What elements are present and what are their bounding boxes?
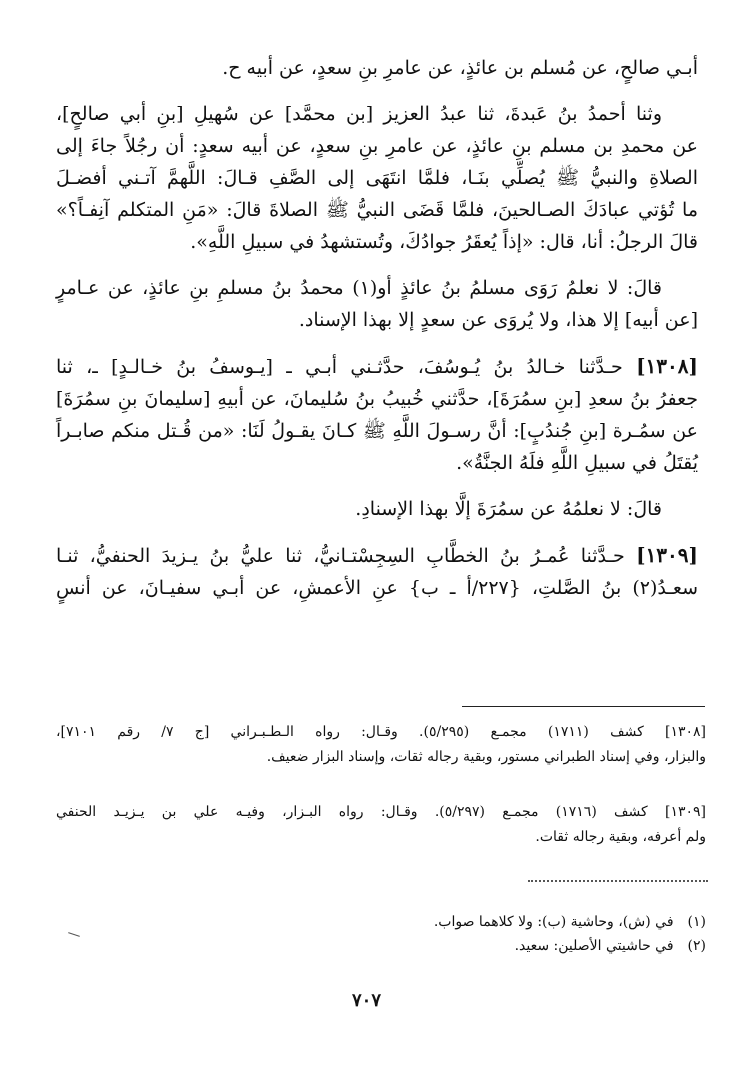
paragraph-isnad-continuation [56,52,698,84]
page-number: ٧٠٧ [351,990,381,1011]
hadith-number: [١٣٠٨] [636,354,698,378]
paragraph-hadith-saad [56,98,698,258]
text-line [56,350,698,383]
text-line: قالَ: لا نعلمُ رَوَى مسلمُ بنُ عائذٍ أو(١) محمدُ بنُ مسلمِ بنِ عائذٍ، عن عـامرٍ [56,277,663,299]
dotted-divider [528,880,708,882]
footnote-line: ولم أعرفه، وبقية رجاله ثقات. [535,829,706,845]
text-line: قالَ: لا نعلمُهُ عن سمُرَةَ إلَّا بهذا الإسنادِ. [355,498,662,520]
hadith-number: [١٣٠٩] [636,543,698,567]
text-line: الصلاةِ والنبيُّ ﷺ يُصلِّي بنَـا، فلمَّا انتَهَى إلى الصَّفِ قـالَ: اللَّهمَّ آتـني أفضـلَ [56,167,698,189]
paragraph-hadith-1308 [56,350,698,479]
footnote-divider [462,706,705,707]
footnote-1309 [56,800,706,850]
note-text: في (ش)، وحاشية (ب): ولا كلاهما صواب. [433,914,674,930]
footnote-line: والبزار، وفي إسناد الطبراني مستور، وبقية رجاله ثقات، وإسناد البزار ضعيف. [266,749,706,765]
text-line: يُقتَلُ في سبيلِ اللَّهِ فلَهُ الجنَّةُ». [456,452,698,474]
text-line: سعـدُ(٢) بنُ الصَّلتِ، {٢٢٧/أ ـ ب} عنِ الأعمشِ، عن أبـي سفيـانَ، عن أنسٍ [56,577,698,599]
paragraph-hadith-1309 [56,539,698,604]
text-line: جعفرُ بنُ سعدِ [بنِ سمُرَةَ]، حدَّثني خُبيبُ بنُ سُليمانَ، عن أبيهِ [سليمانَ بنِ سمُرَةَ] [56,388,698,410]
footnote-line: [١٣٠٨] كشف (١٧١١) مجمـع (٥/٢٩٥). وقـال: رواه الـطـبـراني [ج ٧/ رقم ٧١٠١]، [56,724,706,740]
text-line: أبـي صالحٍ، عن مُسلم بن عائذٍ، عن عامرِ بنِ سعدٍ، عن أبيه ح. [222,57,698,79]
paragraph-commentary-1 [56,272,698,336]
text-line: وثنا أحمدُ بنُ عَبدةَ، ثنا عبدُ العزيز [بن محمَّد] عن سُهيلِ [بنِ أبي صالحٍ]، [56,103,662,125]
margin-notes [56,910,706,958]
text-line: ما تُؤتي عبادَكَ الصـالحينَ، فلمَّا قَضَى النبيُّ ﷺ الصلاةَ قالَ: «مَنِ المتكلم آنِفـاً؟» [56,199,698,221]
note-line [56,910,706,934]
note-label: (٢) [687,938,706,954]
footnote-1308 [56,720,706,770]
text-segment: حـدَّثنا خـالدُ بنُ يُـوسُفَ، حدَّثـني أبـي ـ [يـوسفُ بنُ خـالـدٍ] ـ، ثنا [56,356,623,378]
note-line [56,934,706,958]
text-line [56,539,698,572]
text-line: قالَ الرجلُ: أنا، قال: «إذاً يُعقَرُ جوادُكَ، وتُستشهدُ في سبيلِ اللَّهِ». [190,231,698,253]
footnote-line: [١٣٠٩] كشف (١٧١٦) مجمـع (٥/٢٩٧). وقـال: رواه البـزار، وفيـه علي بن يـزيـد الحنفي [56,804,706,820]
text-line: [عن أبيه] إلا هذا، ولا يُروَى عن سعدٍ إلا بهذا الإسناد. [298,309,698,331]
text-line: عن سمُـرة [بنِ جُندُبٍ]: أنَّ رسـولَ اللَّهِ ﷺ كـانَ يقـولُ لَنَا: «من قُـتل منكم صابـراً [56,420,698,442]
text-segment: حـدَّثنا عُمـرُ بنُ الخطَّابِ السِجِسْتـانيُّ، ثنا عليُّ بنُ يـزيدَ الحنفيُّ، ثنـا [56,545,625,567]
text-line: عن محمدِ بن مسلم بنِ عائذٍ، عن عامرِ بنِ سعدٍ، عن أبيه سعدٍ: أن رجُلاً جاءَ إلى [56,135,698,157]
main-text [56,52,698,618]
note-text: في حاشيتي الأصلين: سعيد. [514,938,674,954]
paragraph-commentary-2 [56,493,698,525]
note-label: (١) [687,914,706,930]
